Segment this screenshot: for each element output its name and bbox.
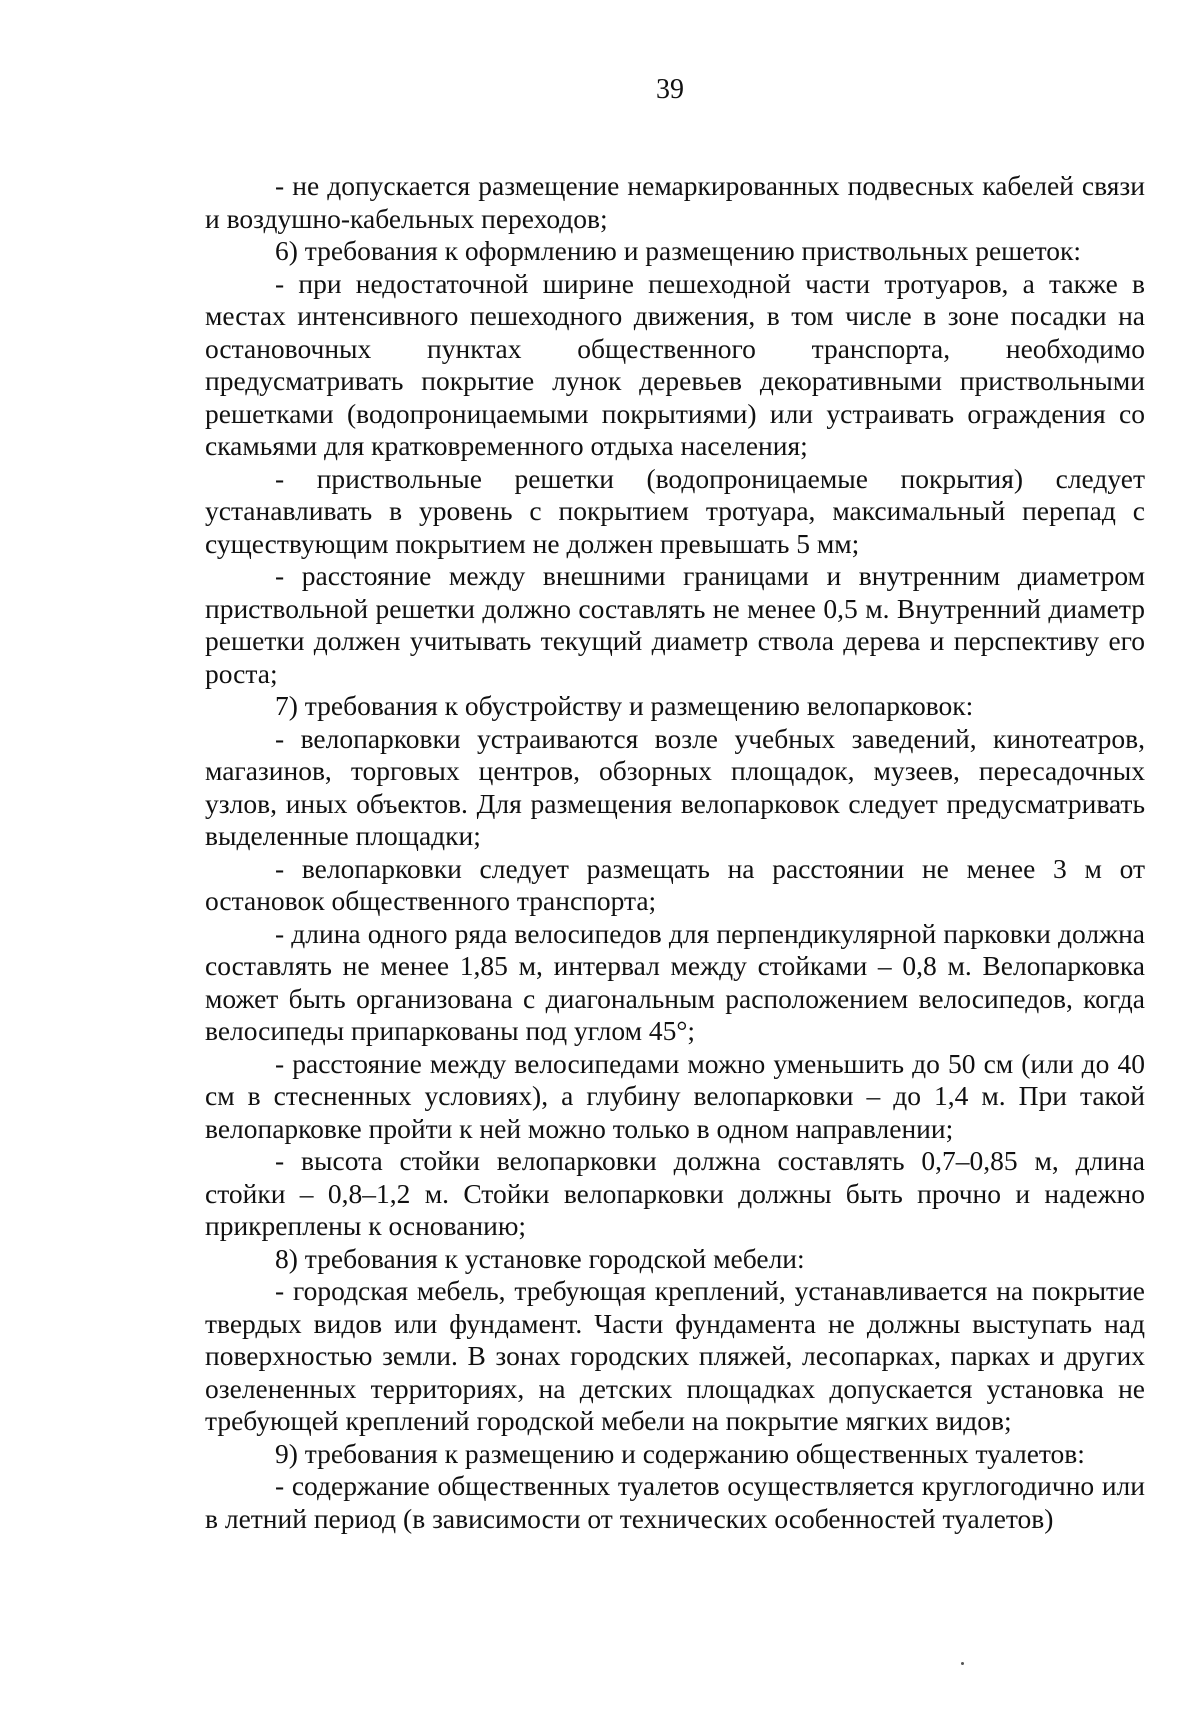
paragraph-tree-grates-coverage: - при недостаточной ширине пешеходной части тротуаров, а также в местах интенсивного пешеходного движения, в том числе в зоне посадки на остановочных пунктах общественного транспорта, необходимо предусматривать покрытие лунок деревьев декоративными приствольными решетками (водопроницаемыми покрытиями) или устраивать ограждения со скамьями для кратковременного отдыха населения; — [205, 267, 1145, 461]
page-number: 39 — [656, 74, 684, 105]
paragraph-street-furniture-heading: 8) требования к установке городской мебели: — [275, 1242, 805, 1274]
paragraph-tree-grates-diameter: - расстояние между внешними границами и внутренним диаметром приствольной решетки должно составлять не менее 0,5 м. Внутренний диаметр решетки должен учитывать текущий диаметр ствола дерева и перспективу его роста; — [205, 560, 1145, 689]
paragraph-public-toilets-heading: 9) требования к размещению и содержанию общественных туалетов: — [275, 1437, 1085, 1469]
paragraph-bike-parking-row-length: - длина одного ряда велосипедов для перпендикулярной парковки должна составлять не менее 1,85 м, интервал между стойками – 0,8 м. Велопарковка может быть организована с диагональным расположением велосипедов, когда велосипеды припаркованы под углом 45°; — [205, 917, 1145, 1046]
paragraph-tree-grates-level: - приствольные решетки (водопроницаемые покрытия) следует устанавливать в уровень с покрытием тротуара, максимальный перепад с существующим покрытием не должен превышать 5 мм; — [205, 462, 1145, 559]
document-body — [205, 170, 1145, 1535]
paragraph-bike-parking-locations: - велопарковки устраиваются возле учебных заведений, кинотеатров, магазинов, торговых центров, обзорных площадок, музеев, пересадочных узлов, иных объектов. Для размещения велопарковок следует предусматривать выделенные площадки; — [205, 722, 1145, 851]
paragraph-street-furniture-installation: - городская мебель, требующая креплений, устанавливается на покрытие твердых видов или фундамент. Части фундамента не должны выступать над поверхностью земли. В зонах городских пляжей, лесопарках, парках и других озелененных территориях, на детских площадках допускается установка не требующей креплений городской мебели на покрытие мягких видов; — [205, 1275, 1145, 1436]
paragraph-bike-rack-height: - высота стойки велопарковки должна составлять 0,7–0,85 м, длина стойки – 0,8–1,2 м. Стойки велопарковки должны быть прочно и надежно прикреплены к основанию; — [205, 1145, 1145, 1241]
paragraph-bike-parking-heading: 7) требования к обустройству и размещению велопарковок: — [275, 690, 974, 721]
paragraph-bike-parking-spacing: - расстояние между велосипедами можно уменьшить до 50 см (или до 40 см в стесненных условиях), а глубину велопарковки – до 1,4 м. При такой велопарковке пройти к ней можно только в одном направлении; — [205, 1047, 1145, 1144]
paragraph-tree-grates-heading: 6) требования к оформлению и размещению приствольных решеток: — [275, 235, 1081, 266]
paragraph-cables-restriction: - не допускается размещение немаркированных подвесных кабелей связи и воздушно-кабельных переходов; — [205, 170, 1145, 234]
scan-speck — [961, 1662, 964, 1665]
paragraph-bike-parking-distance: - велопарковки следует размещать на расстоянии не менее 3 м от остановок общественного транспорта; — [205, 852, 1145, 916]
paragraph-public-toilets-maintenance: - содержание общественных туалетов осуществляется круглогодично или в летний период (в зависимости от технических особенностей туалетов) — [205, 1470, 1145, 1534]
